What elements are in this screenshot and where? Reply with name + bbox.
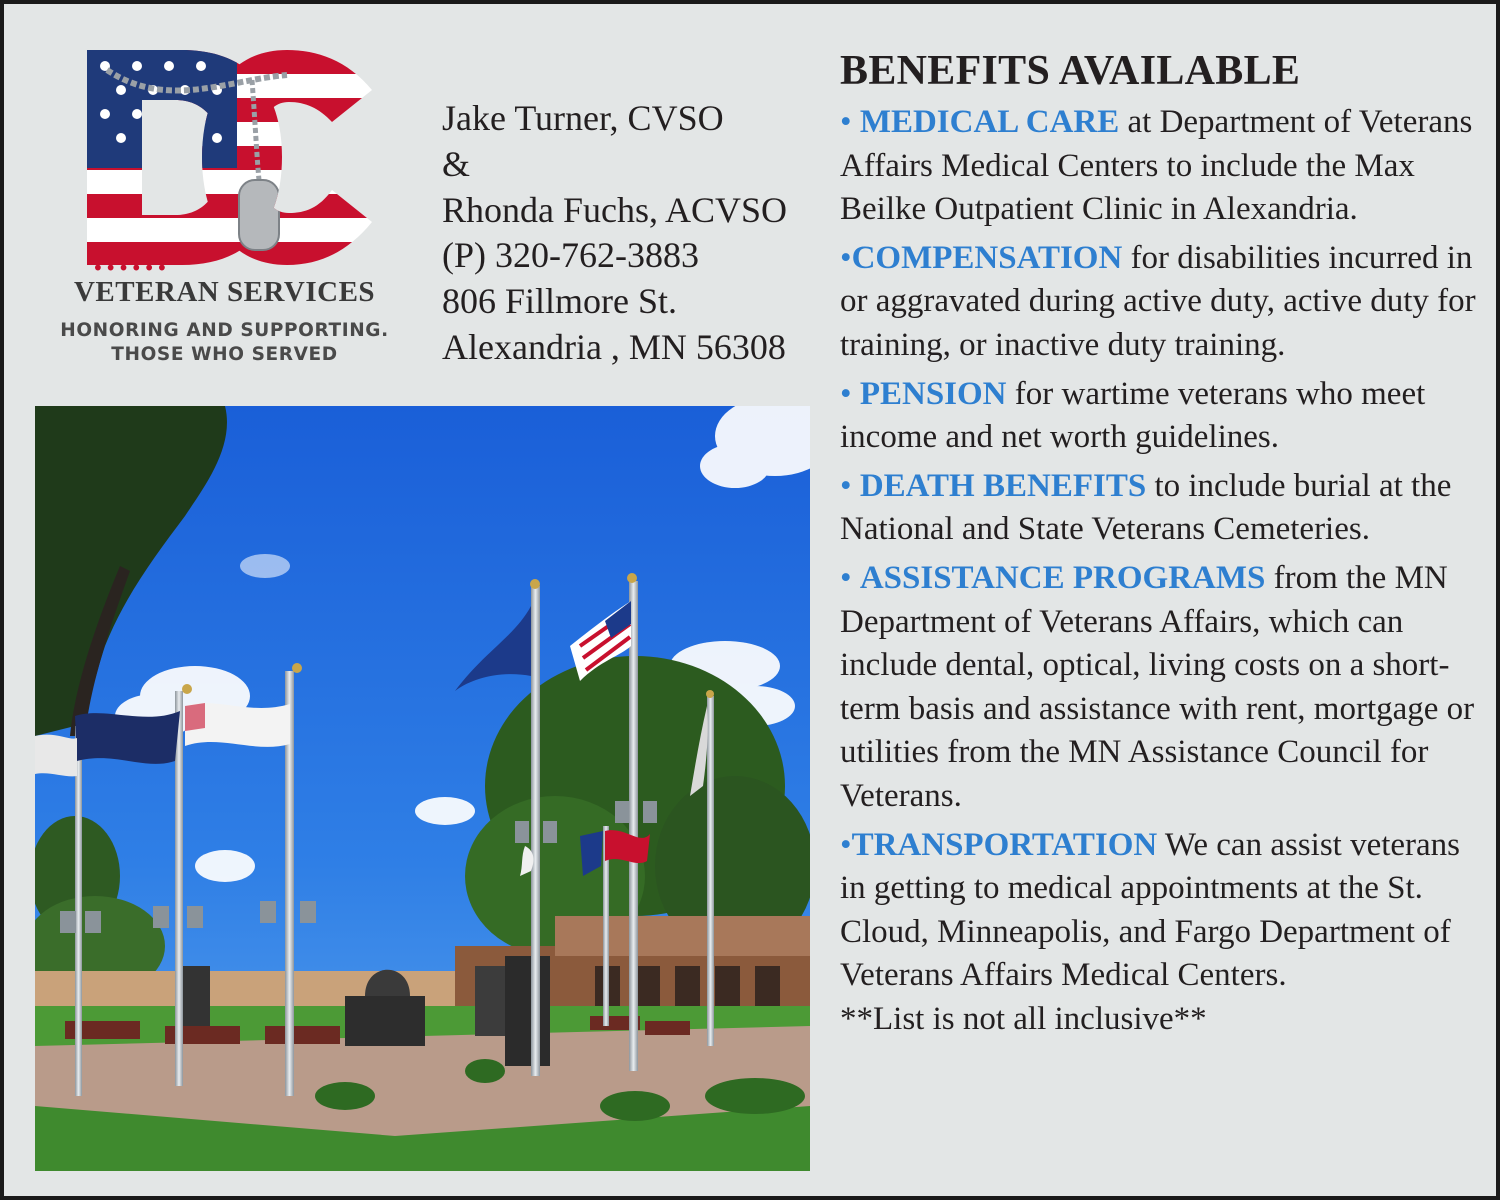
- bullet-icon: •: [840, 375, 860, 412]
- benefit-heading: TRANSPORTATION: [851, 826, 1158, 863]
- bullet-icon: •: [840, 826, 852, 863]
- bullet-icon: •: [840, 104, 860, 140]
- flag-memorial-photo: [35, 406, 810, 1171]
- logo-tagline-line2: THOSE WHO SERVED: [111, 344, 338, 365]
- bullet-icon: •: [840, 239, 852, 276]
- logo-dots: ••••••: [92, 256, 169, 280]
- contact-block: [442, 96, 787, 371]
- benefit-text: We can assist veterans in getting to medical appointments at the St. Cloud, Minneapolis, and Fargo Department of Veterans Affairs Medical Centers.: [840, 826, 1461, 994]
- benefit-heading: ASSISTANCE PROGRAMS: [859, 559, 1266, 596]
- benefit-text: at Department of Veterans Affairs Medical Centers to include the Max Beilke Outpatient Clinic in Alexandria.: [840, 104, 1473, 228]
- benefit-compensation: [840, 237, 1480, 368]
- bullet-icon: •: [840, 559, 860, 596]
- contact-phone: (P) 320-762-3883: [442, 235, 699, 276]
- contact-street: 806 Fillmore St.: [442, 281, 678, 322]
- memorial-photo-illustration: [35, 406, 810, 1171]
- dc-veteran-services-logo: [32, 44, 417, 374]
- benefits-title: BENEFITS AVAILABLE: [840, 48, 1301, 94]
- benefit-transportation: [840, 824, 1480, 998]
- logo-tagline-line1: HONORING AND SUPPORTING.: [60, 320, 389, 341]
- benefit-death-benefits: [840, 465, 1480, 552]
- benefit-heading: PENSION: [859, 375, 1007, 412]
- benefit-assistance-programs: [840, 557, 1480, 819]
- contact-name-2: Rhonda Fuchs, ACVSO: [442, 189, 788, 230]
- dc-flag-monogram-icon: [87, 50, 372, 265]
- benefit-heading: DEATH BENEFITS: [859, 467, 1147, 504]
- benefits-column: [840, 46, 1480, 1041]
- benefit-text: for disabilities incurred in or aggravated during active duty, active duty for training, or inactive duty training.: [840, 239, 1476, 363]
- benefit-heading: COMPENSATION: [851, 239, 1123, 276]
- list-disclaimer: **List is not all inclusive**: [840, 1000, 1207, 1037]
- benefit-medical-care: [840, 101, 1480, 232]
- contact-name-1: Jake Turner, CVSO: [442, 98, 724, 138]
- contact-city: Alexandria , MN 56308: [442, 326, 786, 367]
- benefit-text: from the MN Department of Veterans Affairs, which can include dental, optical, living costs on a short-term basis and assistance with rent, mortgage or utilities from the MN Assistance Council for Veterans.: [840, 559, 1475, 814]
- benefit-heading: MEDICAL CARE: [859, 104, 1120, 140]
- bullet-icon: •: [840, 467, 860, 504]
- benefit-text: to include burial at the National and State Veterans Cemeteries.: [840, 467, 1452, 548]
- benefit-pension: [840, 373, 1480, 460]
- benefit-text: for wartime veterans who meet income and net worth guidelines.: [840, 375, 1426, 456]
- contact-ampersand: &: [442, 143, 471, 184]
- logo-title: VETERAN SERVICES: [73, 276, 376, 308]
